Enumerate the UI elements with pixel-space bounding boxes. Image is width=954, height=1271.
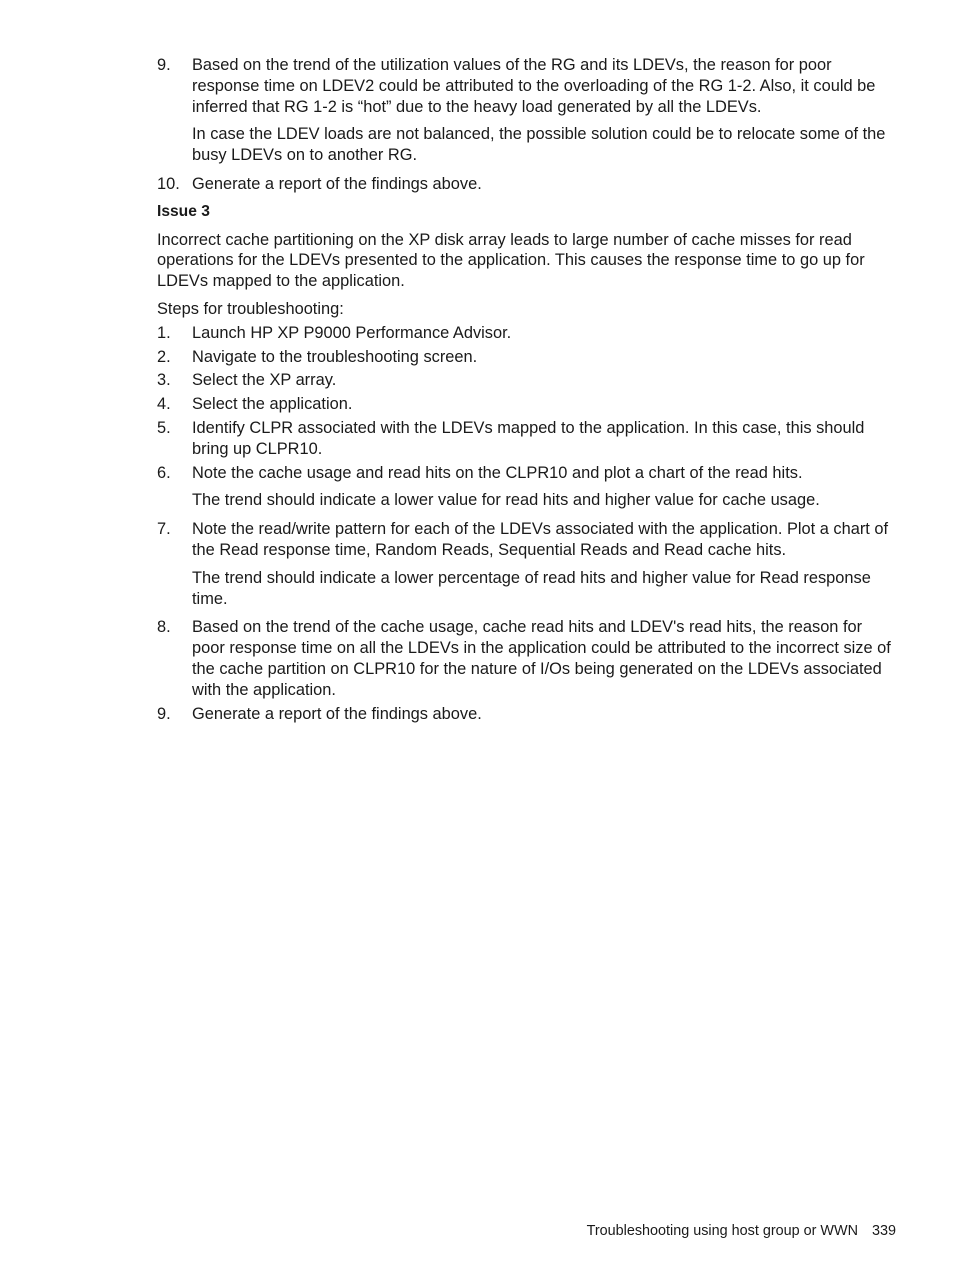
paragraph: Generate a report of the findings above. <box>192 174 482 193</box>
paragraph: Select the application. <box>192 395 353 414</box>
list-number: 3. <box>157 371 171 390</box>
list-number: 10. <box>157 174 180 193</box>
list-item <box>157 394 899 415</box>
page-content <box>157 55 899 724</box>
paragraph: Navigate to the troubleshooting screen. <box>192 347 478 366</box>
paragraph: Select the XP array. <box>192 371 337 390</box>
steps-label: Steps for troubleshooting: <box>157 299 344 318</box>
list-item <box>157 55 899 166</box>
intro-paragraph: Incorrect cache partitioning on the XP disk array leads to large number of cache misses for read operations for the LDEVs presented to the application. This causes the response time to go up for LDEVs mapped to the application. <box>157 230 865 291</box>
list-number: 2. <box>157 347 171 366</box>
list-item <box>157 174 899 195</box>
paragraph: The trend should indicate a lower percentage of read hits and higher value for Read response time. <box>192 568 871 608</box>
list-item <box>157 704 899 725</box>
list-number: 6. <box>157 463 171 482</box>
list-item <box>157 519 899 609</box>
paragraph: In case the LDEV loads are not balanced, the possible solution could be to relocate some of the busy LDEVs on to another RG. <box>192 125 886 165</box>
paragraph: Based on the trend of the utilization values of the RG and its LDEVs, the reason for poor response time on LDEV2 could be attributed to the overloading of the RG 1-2. Also, it could be inferred that RG 1-2 is “hot” due to the heavy load generated by all the LDEVs. <box>192 56 876 116</box>
paragraph: Launch HP XP P9000 Performance Advisor. <box>192 323 512 342</box>
paragraph: Note the read/write pattern for each of the LDEVs associated with the application. Plot a chart of the Read response time, Random Reads, Sequential Reads and Read cache hits. <box>192 520 889 559</box>
paragraph: Identify CLPR associated with the LDEVs mapped to the application. In this case, this should bring up CLPR10. <box>192 418 865 458</box>
page-footer <box>587 1221 896 1241</box>
list-item <box>157 418 899 460</box>
list-item <box>157 323 899 344</box>
list-item <box>157 347 899 368</box>
list-item <box>157 370 899 391</box>
list-number: 7. <box>157 520 171 539</box>
list-number: 5. <box>157 418 171 437</box>
list-number: 9. <box>157 56 171 74</box>
paragraph: Based on the trend of the cache usage, cache read hits and LDEV's read hits, the reason for poor response time on all the LDEVs in the application could be attributed to the incorrect size of the cache partition on CLPR10 for the nature of I/Os being generated on the LDEVs associated with the application. <box>192 618 891 699</box>
section-heading: Issue 3 <box>157 202 210 220</box>
paragraph: Generate a report of the findings above. <box>192 704 482 723</box>
list-number: 1. <box>157 323 171 342</box>
list-number: 9. <box>157 704 171 723</box>
list-item <box>157 463 899 512</box>
page-number: 339 <box>871 1223 896 1239</box>
list-number: 4. <box>157 395 171 414</box>
list-number: 8. <box>157 618 171 637</box>
paragraph: Note the cache usage and read hits on the CLPR10 and plot a chart of the read hits. <box>192 463 803 482</box>
footer-section-title: Troubleshooting using host group or WWN <box>586 1223 858 1239</box>
list-item <box>157 617 899 700</box>
paragraph: The trend should indicate a lower value for read hits and higher value for cache usage. <box>192 491 820 510</box>
